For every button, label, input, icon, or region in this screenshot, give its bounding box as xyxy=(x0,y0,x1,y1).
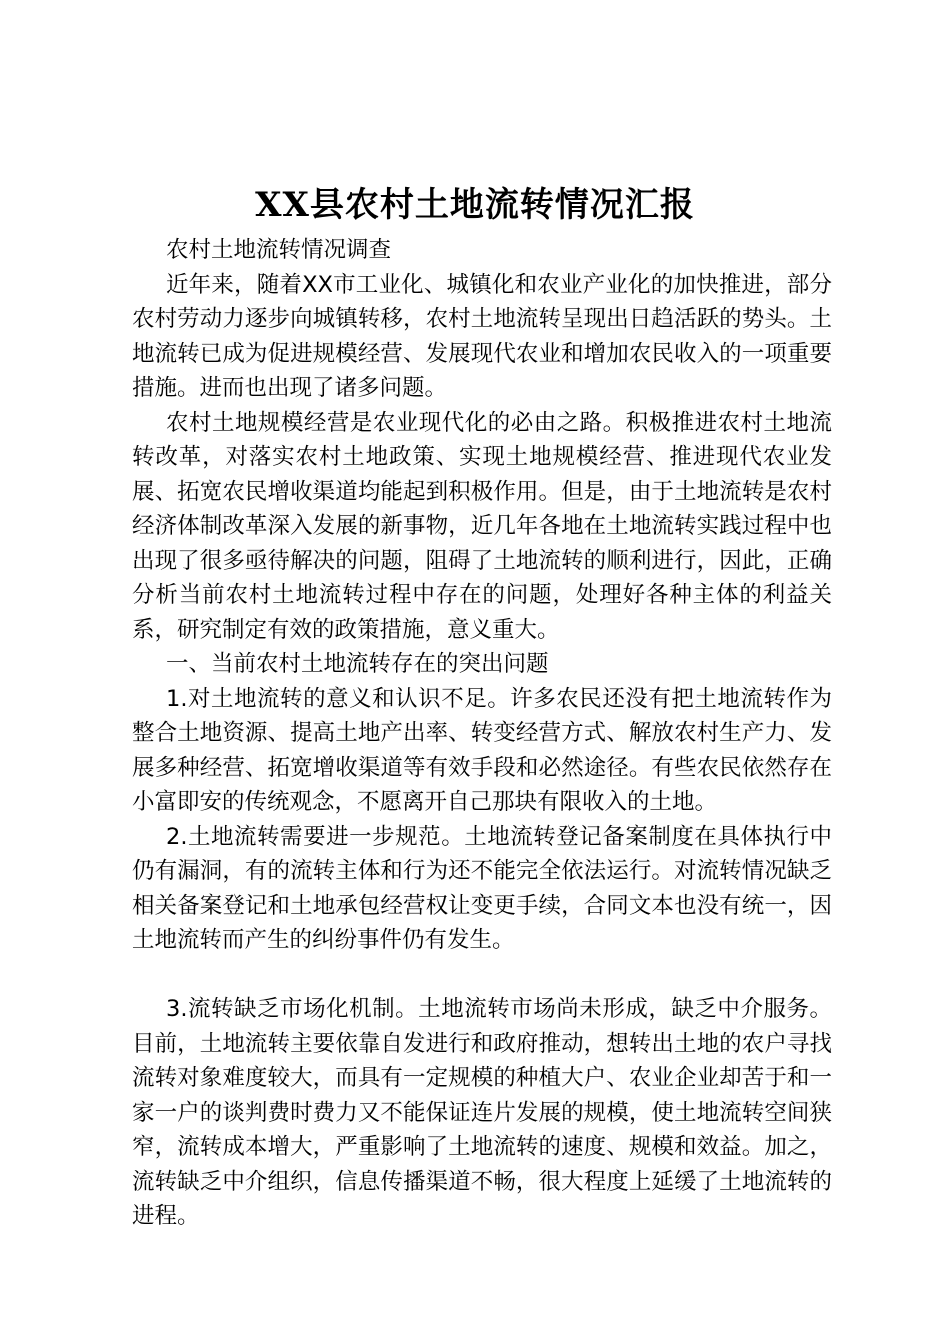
problem-item-2: 2.土地流转需要进一步规范。土地流转登记备案制度在具体执行中仍有漏洞，有的流转主体和行为还不能完全依法运行。对流转情况缺乏相关备案登记和土地承包经营权让变更手续，合同文本也没有统一，因土地流转而产生的纠纷事件仍有发生。 xyxy=(132,823,832,953)
document-body xyxy=(132,233,832,1234)
subtitle: 农村土地流转情况调查 xyxy=(166,237,392,263)
document-title: XX县农村土地流转情况汇报 xyxy=(255,185,695,225)
problem-item-1: 1.对土地流转的意义和认识不足。许多农民还没有把土地流转作为整合土地资源、提高土地产出率、转变经营方式、解放农村生产力、发展多种经营、拓宽增收渠道等有效手段和必然途径。有些农民依然存在小富即安的传统观念，不愿离开自己那块有限收入的土地。 xyxy=(132,685,832,815)
problem-item-3: 3.流转缺乏市场化机制。土地流转市场尚未形成，缺乏中介服务。目前，土地流转主要依靠自发进行和政府推动，想转出土地的农户寻找流转对象难度较大，而具有一定规模的种植大户、农业企业却苦于和一家一户的谈判费时费力又不能保证连片发展的规模，使土地流转空间狭窄，流转成本增大，严重影响了土地流转的速度、规模和效益。加之，流转缺乏中介组织，信息传播渠道不畅，很大程度上延缓了土地流转的进程。 xyxy=(132,996,832,1229)
section-heading: 一、当前农村土地流转存在的突出问题 xyxy=(166,651,549,677)
paragraph-intro: 近年来，随着XX市工业化、城镇化和农业产业化的加快推进，部分农村劳动力逐步向城镇转移，农村土地流转呈现出日趋活跃的势头。土地流转已成为促进规模经营、发展现代农业和增加农民收入的一项重要措施。进而也出现了诸多问题。 xyxy=(132,271,832,401)
blank-line xyxy=(132,958,832,993)
paragraph-background: 农村土地规模经营是农业现代化的必由之路。积极推进农村土地流转改革，对落实农村土地政策、实现土地规模经营、推进现代农业发展、拓宽农民增收渠道均能起到积极作用。但是，由于土地流转是农村经济体制改革深入发展的新事物，近几年各地在土地流转实践过程中也出现了很多亟待解决的问题，阻碍了土地流转的顺利进行，因此，正确分析当前农村土地流转过程中存在的问题，处理好各种主体的利益关系，研究制定有效的政策措施，意义重大。 xyxy=(132,409,832,643)
